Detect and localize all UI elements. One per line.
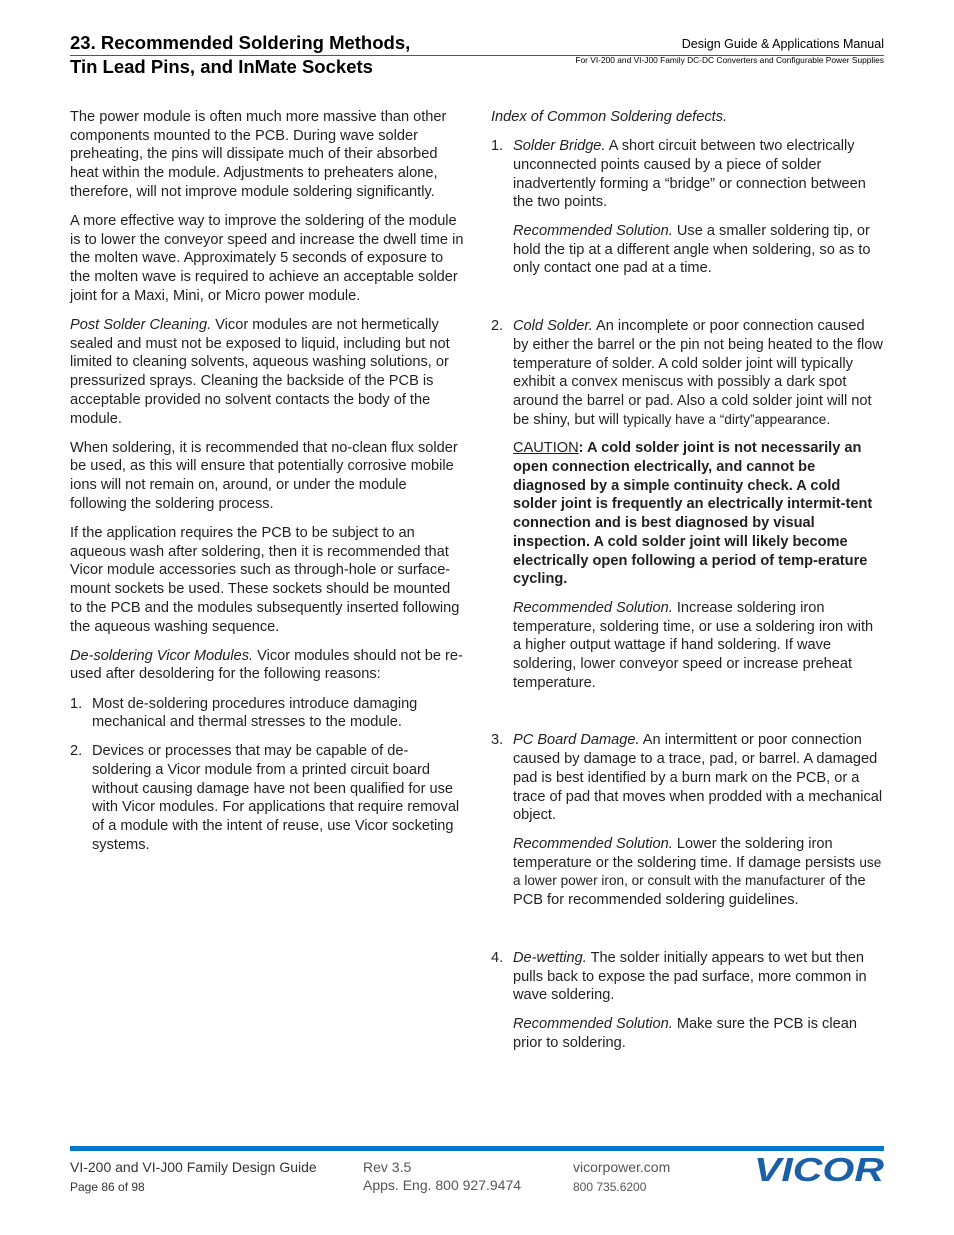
vicor-logo-text: VICOR	[754, 1151, 885, 1188]
footer-guide-info	[70, 1158, 317, 1196]
paragraph-desoldering	[70, 647, 465, 684]
paragraph-post-solder-cleaning	[70, 316, 465, 428]
defect-item-solder-bridge	[491, 137, 884, 288]
defect-text: An intermittent or poor connection caused by damage to a trace, pad, or barrel. A damaged pad is best identified by a burn mark on the PCB, or a trace of pad that moves when prodded with a mechanical object.	[513, 732, 883, 824]
revision: Rev 3.5	[363, 1159, 412, 1175]
caution-label: CAUTION	[513, 440, 579, 457]
solution-text-end: of the PCB for recommended soldering guidelines.	[513, 873, 866, 909]
defect-text-small: typically have a “dirty”appearance.	[623, 411, 831, 427]
defect-name: De-wetting.	[513, 949, 587, 966]
list-number: 2.	[70, 743, 83, 760]
website: vicorpower.com	[573, 1159, 671, 1175]
solution-text: Increase soldering iron temperature, soldering time, or use a soldering iron with a higher output wattage if hand soldering. If wave soldering, lower conveyor speed or increase preheat temperature.	[513, 599, 874, 691]
list-number: 1.	[491, 138, 504, 155]
spacer	[491, 712, 884, 731]
defect-name: Cold Solder.	[513, 318, 593, 335]
defect-name: PC Board Damage.	[513, 732, 640, 749]
footer-rev-info	[363, 1158, 521, 1194]
footer-contact	[573, 1158, 670, 1196]
defect-text: An incomplete or poor connection caused by either the barrel or the pin not being heated to the flow temperature of solder. A cold solder joint will typically exhibit a convex meniscus with possibly a dark spot around the barrel or pad. Also a cold solder joint will not be shiny, but will	[513, 318, 883, 428]
page-number: Page 86 of 98	[70, 1180, 145, 1194]
paragraph-body: Vicor modules are not hermetically sealed and must not be exposed to liquid, including but not limited to cleaning solvents, aqueous washing solutions, or pressurized sprays. Cleaning the backside of the PCB is acceptable provided no solvent contacts the body of the module.	[70, 317, 450, 427]
list-number: 2.	[491, 318, 504, 335]
defect-solution	[513, 599, 884, 693]
defect-description	[513, 317, 884, 429]
defect-solution	[513, 222, 884, 278]
solution-label: Recommended Solution.	[513, 223, 673, 240]
defect-item-cold-solder	[491, 317, 884, 702]
paragraph: The power module is often much more massive than other components mounted to the PCB. During wave solder preheating, the pins will dissipate much of their absorbed heat within the module. Adjustments to preheaters alone, therefore, will not improve module soldering significantly.	[70, 109, 447, 200]
left-column	[70, 108, 465, 864]
list-number: 4.	[491, 949, 504, 966]
guide-name: VI-200 and VI-J00 Family Design Guide	[70, 1159, 317, 1175]
right-column	[491, 108, 884, 1072]
manual-subtitle: For VI-200 and VI-J00 Family DC-DC Converters and Configurable Power Supplies	[575, 55, 884, 65]
defect-text: A short circuit between two electrically unconnected points caused by a piece of solder inadvertently forming a “bridge” or connection between the two points.	[513, 138, 866, 211]
manual-name: Design Guide & Applications Manual	[681, 37, 884, 51]
defect-description	[513, 137, 884, 212]
spacer	[491, 930, 884, 949]
list-item	[70, 742, 465, 854]
solution-label: Recommended Solution.	[513, 599, 673, 616]
solution-text-small: use a lower power iron, or consult with the manufacturer	[513, 854, 882, 889]
apps-phone: Apps. Eng. 800 927.9474	[363, 1177, 522, 1193]
solution-text: Lower the soldering iron temperature or the soldering time. If damage persists	[513, 836, 856, 871]
defect-description	[513, 949, 884, 1005]
section-title-line2: Tin Lead Pins, and InMate Sockets	[70, 56, 373, 77]
spacer	[491, 298, 884, 317]
defect-solution	[513, 835, 884, 910]
list-text: Devices or processes that may be capable of de-soldering a Vicor module from a printed circuit board without causing damage have not been qualified for use with Vicor modules. For applications that require removal of a module with the intent of reuse, use Vicor socketing systems.	[92, 743, 460, 853]
defect-solution	[513, 1015, 884, 1052]
solution-label: Recommended Solution.	[513, 836, 673, 852]
defect-item-de-wetting	[491, 949, 884, 1063]
paragraph-body: Vicor modules should not be re-used after desoldering for the following reasons:	[70, 647, 463, 683]
solution-text: Use a smaller soldering tip, or hold the tip at a different angle when soldering, so as to only contact one pad at a time.	[513, 223, 871, 277]
paragraph: A more effective way to improve the soldering of the module is to lower the conveyor speed and increase the dwell time in the molten wave. Approximately 5 seconds of exposure to the molten wave is required to achieve an acceptable solder joint for a Maxi, Mini, or Micro power module.	[70, 213, 464, 304]
defect-description	[513, 731, 884, 825]
list-number: 1.	[70, 695, 83, 712]
defect-text: The solder initially appears to wet but then pulls back to expose the pad surface, more common in wave soldering.	[513, 949, 867, 1004]
defect-name: Solder Bridge.	[513, 138, 606, 155]
caution-text: : A cold solder joint is not necessarily an open connection electrically, and cannot be diagnosed by a simple continuity check. A cold solder joint is frequently an electrically intermit-tent connection and is best diagnosed by visual inspection. A cold solder joint will likely become electrically open following a period of temp-erature cycling.	[513, 440, 873, 588]
vicor-logo	[754, 1150, 886, 1188]
inline-heading: De-soldering Vicor Modules.	[70, 647, 254, 664]
solution-label: Recommended Solution.	[513, 1015, 673, 1032]
section-title-line1: 23. Recommended Soldering Methods,	[70, 32, 411, 53]
list-item	[70, 695, 465, 732]
paragraph: If the application requires the PCB to be subject to an aqueous wash after soldering, then it is recommended that Vicor module accessories such as through-hole or surface-mount sockets be used. These sockets should be mounted to the PCB and the modules subsequently inserted following the aqueous washing sequence.	[70, 525, 460, 635]
solution-text: Make sure the PCB is clean prior to soldering.	[513, 1015, 857, 1051]
caution-note	[513, 439, 884, 589]
phone: 800 735.6200	[573, 1180, 647, 1194]
list-number: 3.	[491, 732, 504, 749]
list-text: Most de-soldering procedures introduce damaging mechanical and thermal stresses to the module.	[92, 695, 418, 731]
index-title: Index of Common Soldering defects.	[491, 109, 728, 125]
inline-heading: Post Solder Cleaning.	[70, 317, 212, 334]
paragraph: When soldering, it is recommended that no-clean flux solder be used, as this will ensure that potentially corrosive mobile ions will not remain on, around, or under the module following the soldering process.	[70, 439, 458, 512]
defect-item-pc-board-damage	[491, 731, 884, 919]
